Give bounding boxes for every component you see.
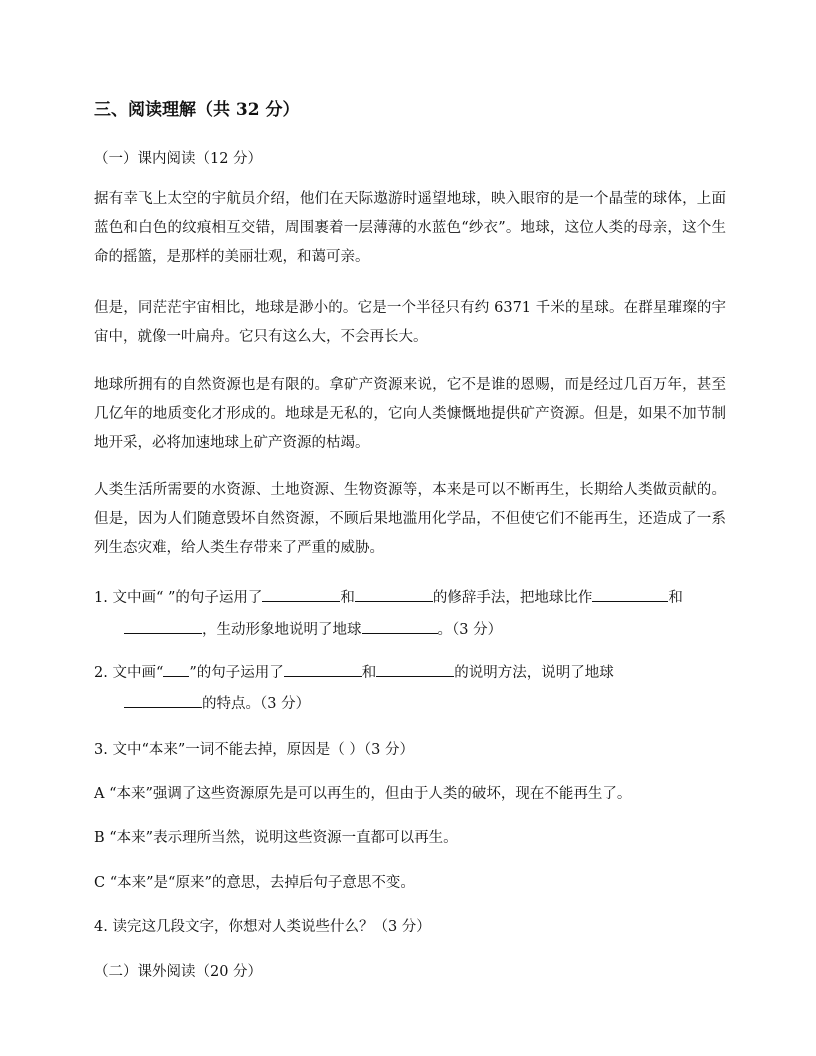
q1-blank-3[interactable] (592, 586, 668, 602)
q1-text-3: 的修辞手法，把地球比作 (432, 590, 593, 606)
q2-text-1: 2. 文中画“ (94, 665, 164, 681)
passage-paragraph-1: 据有幸飞上太空的宇航员介绍，他们在天际遨游时遥望地球，映入眼帘的是一个晶莹的球体，上面蓝色和白色的纹痕相互交错，周围裹着一层薄薄的水蓝色“纱衣”。地球，这位人类的母亲，这个生命的摇篮，是那样的美丽壮观，和蔼可亲。 (94, 191, 726, 265)
passage-paragraph-3: 地球所拥有的自然资源也是有限的。拿矿产资源来说，它不是谁的恩赐，而是经过几百万年，甚至几亿年的地质变化才形成的。地球是无私的，它向人类慷慨地提供矿产资源。但是，如果不加节制地开采，必将加速地球上矿产资源的枯竭。 (94, 377, 726, 451)
question-3-option-c: C “本来”是“原来”的意思，去掉后句子意思不变。 (94, 875, 415, 891)
passage-paragraph-4: 人类生活所需要的水资源、土地资源、生物资源等，本来是可以不断再生，长期给人类做贡献的。但是，因为人们随意毁坏自然资源，不顾后果地滥用化学品，不但使它们不能再生，还造成了一系列生态灾难，给人类生存带来了严重的威胁。 (94, 482, 726, 556)
question-2-line-2 (124, 692, 310, 713)
question-1-line-2 (124, 618, 502, 639)
q1-text-1: 1. 文中画“ ”的句子运用了 (94, 590, 263, 606)
q2-text-2: ”的句子运用了 (189, 665, 284, 681)
question-4: 4. 读完这几段文字，你想对人类说些什么？（3 分） (94, 919, 431, 935)
q1-blank-4[interactable] (124, 618, 202, 634)
q2-underline-sample (163, 661, 189, 677)
q1-text-4: 和 (668, 590, 683, 606)
question-2-line-1 (94, 661, 614, 682)
q2-text-4: 的说明方法，说明了地球 (454, 665, 614, 681)
question-3-stem: 3. 文中“本来”一词不能去掉，原因是（ ）（3 分） (94, 742, 414, 758)
question-3-option-b: B “本来”表示理所当然，说明这些资源一直都可以再生。 (94, 830, 458, 846)
q2-blank-3[interactable] (124, 692, 202, 708)
part-two-title: （二）课外阅读（20 分） (94, 964, 263, 980)
q1-blank-5[interactable] (362, 618, 438, 634)
q2-text-3: 和 (361, 665, 377, 681)
q2-blank-1[interactable] (284, 661, 362, 677)
part-one-title: （一）课内阅读（12 分） (94, 151, 263, 167)
q2-blank-2[interactable] (376, 661, 454, 677)
q2-text-5: 的特点。（3 分） (202, 696, 311, 712)
question-3-option-a: A “本来”强调了这些资源原先是可以再生的，但由于人类的破坏，现在不能再生了。 (94, 786, 632, 802)
section-title: 三、阅读理解（共 32 分） (94, 100, 300, 120)
passage-paragraph-2: 但是，同茫茫宇宙相比，地球是渺小的。它是一个半径只有约 6371 千米的星球。在群星璀璨的宇宙中，就像一叶扁舟。它只有这么大，不会再长大。 (94, 300, 726, 345)
q1-blank-2[interactable] (355, 586, 433, 602)
q1-text-2: 和 (340, 590, 355, 606)
q1-text-5: ，生动形象地说明了地球 (202, 622, 362, 638)
q1-text-6: 。（3 分） (437, 622, 503, 638)
question-1-line-1 (94, 586, 683, 607)
q1-blank-1[interactable] (262, 586, 340, 602)
